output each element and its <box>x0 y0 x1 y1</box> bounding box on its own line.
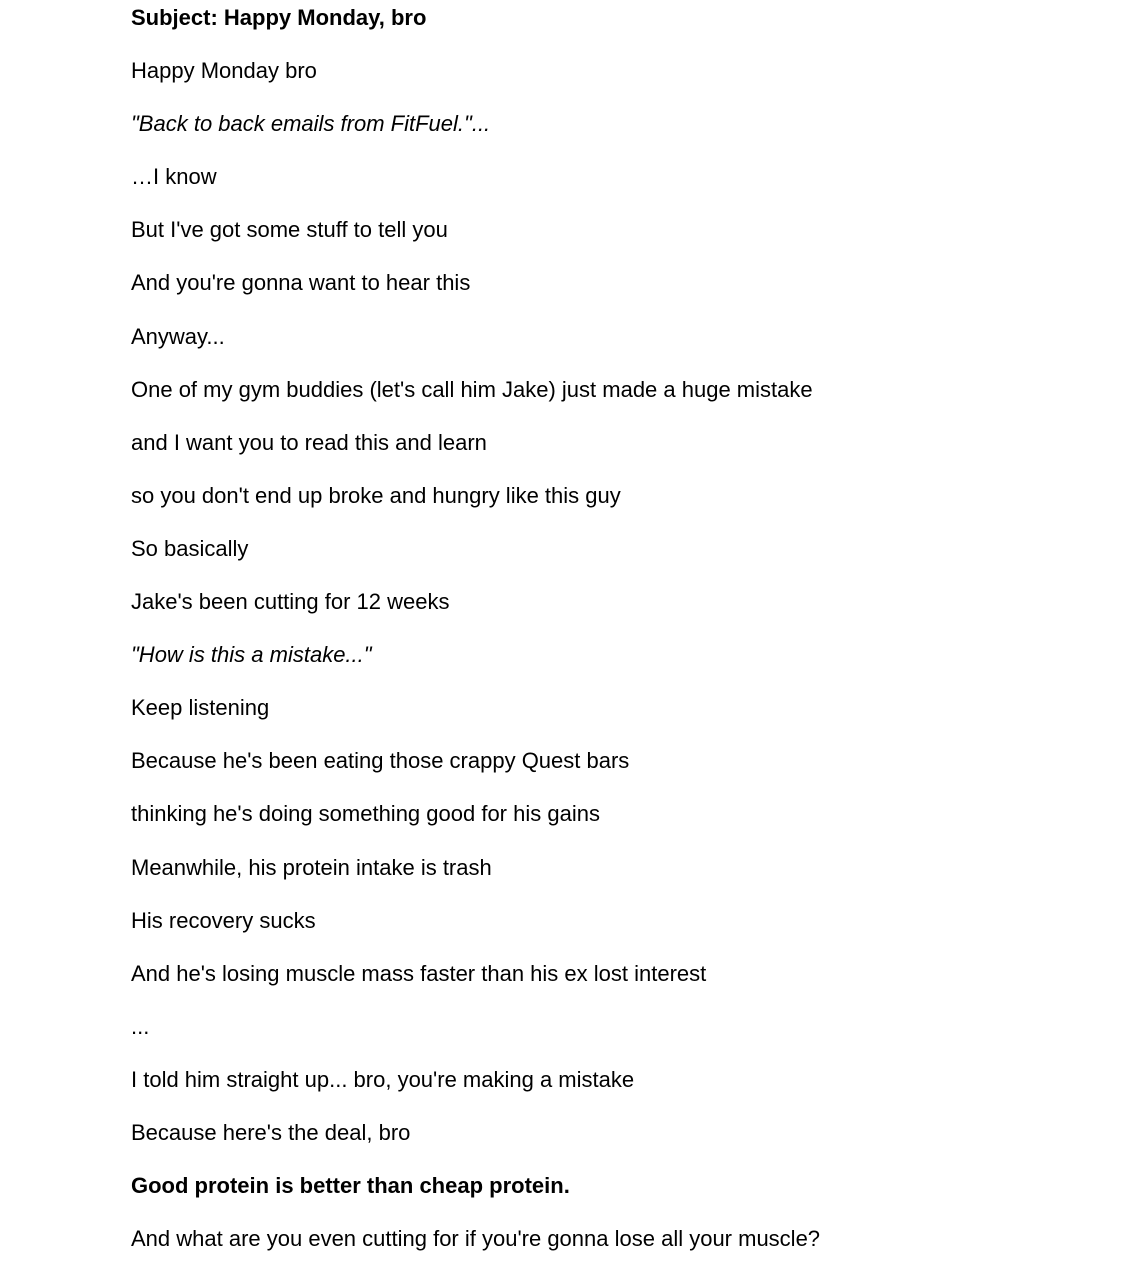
email-line: so you don't end up broke and hungry like this guy <box>131 482 621 508</box>
email-line: Anyway... <box>131 323 225 349</box>
email-line: One of my gym buddies (let's call him Jake) just made a huge mistake <box>131 376 813 402</box>
email-line: So basically <box>131 535 249 561</box>
email-line: Because here's the deal, bro <box>131 1119 411 1145</box>
email-line-emphasis: Good protein is better than cheap protein. <box>131 1173 570 1199</box>
email-line: …I know <box>131 164 217 190</box>
email-line: But I've got some stuff to tell you <box>131 217 448 243</box>
email-line: Keep listening <box>131 695 270 721</box>
email-line: And he's losing muscle mass faster than his ex lost interest <box>131 960 707 986</box>
email-line: Because he's been eating those crappy Quest bars <box>131 748 630 774</box>
email-line: And you're gonna want to hear this <box>131 270 471 296</box>
email-line: Meanwhile, his protein intake is trash <box>131 854 492 880</box>
email-line: Happy Monday bro <box>131 58 317 84</box>
email-line: "How is this a mistake..." <box>131 642 372 668</box>
email-line: and I want you to read this and learn <box>131 429 487 455</box>
email-line: Jake's been cutting for 12 weeks <box>131 589 450 615</box>
email-line: thinking he's doing something good for his gains <box>131 801 600 827</box>
email-line: And what are you even cutting for if you're gonna lose all your muscle? <box>131 1226 821 1252</box>
email-subject: Subject: Happy Monday, bro <box>131 5 427 30</box>
email-line: ... <box>131 1013 150 1039</box>
email-line: I told him straight up... bro, you're making a mistake <box>131 1066 635 1092</box>
email-line: "Back to back emails from FitFuel."... <box>131 111 491 137</box>
email-body <box>131 4 1091 1278</box>
email-line: His recovery sucks <box>131 907 316 933</box>
